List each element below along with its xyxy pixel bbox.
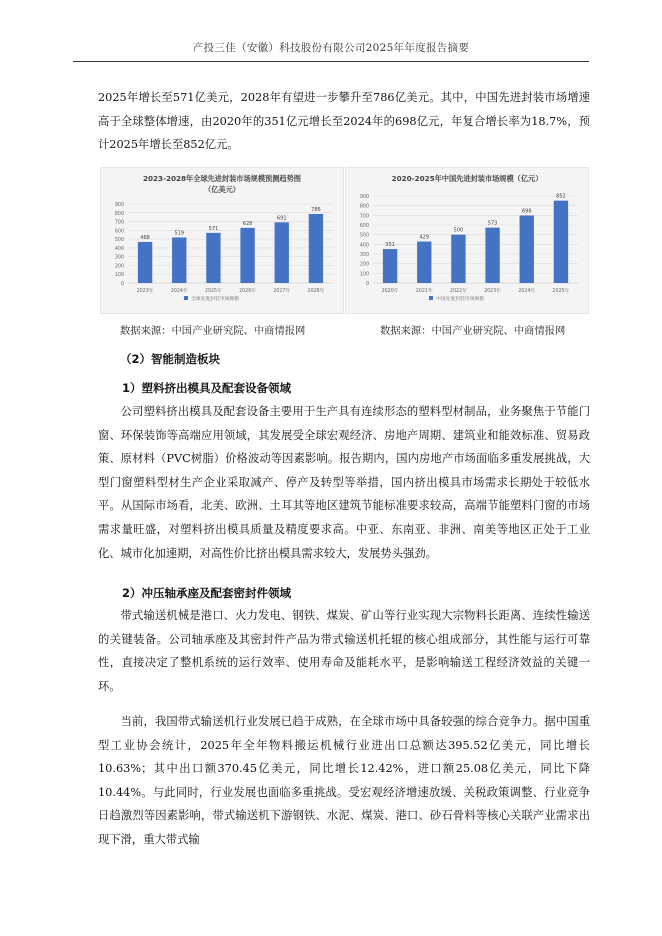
chart-source-left: 数据来源：中国产业研究院、中商情报网 xyxy=(120,325,306,337)
sub1-paragraph: 公司塑料挤出模具及配套设备主要用于生产具有连续形态的塑料型材制品，业务聚焦于节能门窗、环保装饰等高端应用领域，其发展受全球宏观经济、房地产周期、建筑业和能效标准、贸易政策、原材料（PVC树脂）价格波动等因素影响。报告期内，国内房地产市场面临多重发展挑战，大型门窗塑料型材生产企业采取减产、停产及转型等举措，国内挤出模具市场需求长期处于较低水平。从国际市场看，北美、欧洲、土耳其等地区建筑节能标准要求较高，高端节能塑料门窗的市场需求量旺盛，对塑料挤出模具质量及精度要求高。中亚、东南亚、非洲、南美等地区正处于工业化、城市化加速期，对高性价比挤出模具需求较大，发展势头强劲。 xyxy=(98,405,590,560)
data-label: 429 xyxy=(419,234,430,241)
y-tick-label: 400 xyxy=(359,243,369,249)
bar xyxy=(520,216,534,283)
y-tick-label: 500 xyxy=(114,238,124,244)
chart-subtitle: （亿美元） xyxy=(204,185,240,194)
legend-swatch xyxy=(429,296,433,300)
y-tick-label: 200 xyxy=(114,264,124,270)
y-tick-label: 600 xyxy=(114,229,124,235)
x-tick-label: 2025年 xyxy=(204,289,222,294)
chart-title: 2020-2025年中国先进封装市场规模（亿元） xyxy=(391,174,543,183)
bar xyxy=(383,249,397,283)
y-tick-label: 500 xyxy=(359,233,369,239)
y-tick-label: 0 xyxy=(120,282,124,287)
y-tick-label: 200 xyxy=(359,262,369,268)
bar xyxy=(485,228,499,283)
bar xyxy=(417,242,431,283)
sub1-heading: 1）塑料挤出模具及配套设备领域 xyxy=(122,381,291,395)
y-tick-label: 900 xyxy=(359,195,369,200)
bar xyxy=(240,228,254,283)
x-tick-label: 2026年 xyxy=(239,289,257,294)
header-divider xyxy=(73,61,589,62)
chart-source-right: 数据来源：中国产业研究院、中商情报网 xyxy=(380,325,566,337)
x-tick-label: 2024年 xyxy=(170,289,188,294)
bar xyxy=(451,235,465,283)
intro-paragraph: 2025年增长至571亿美元，2028年有望进一步攀升至786亿美元。其中，中国先进封装市场增速高于全球整体增速，由2020年的351亿元增长至2024年的698亿元，年复合增长率为18.7%，预计2025年增长至852亿元。 xyxy=(98,91,590,152)
x-tick-label: 2024年 xyxy=(518,289,536,294)
legend-label: 中国先进封装市场规模 xyxy=(436,297,484,302)
y-tick-label: 400 xyxy=(114,246,124,252)
page-header-title: 产投三佳（安徽）科技股份有限公司2025年年度报告摘要 xyxy=(192,42,470,54)
legend-label: 全球先进封装市场规模 xyxy=(191,297,239,302)
x-tick-label: 2023年 xyxy=(136,289,154,294)
y-tick-label: 300 xyxy=(359,253,369,258)
section-heading: （2）智能制造板块 xyxy=(120,352,221,366)
chart-title: 2023-2028年全球先进封装市场规模预测趋势图 xyxy=(143,174,301,183)
sub2-heading: 2）冲压轴承座及配套密封件领域 xyxy=(122,586,291,600)
x-tick-label: 2020年 xyxy=(381,289,399,294)
y-tick-label: 100 xyxy=(114,273,124,279)
data-label: 691 xyxy=(276,215,287,222)
y-tick-label: 700 xyxy=(359,214,369,220)
y-tick-label: 600 xyxy=(359,224,369,229)
data-label: 351 xyxy=(385,242,395,249)
data-label: 500 xyxy=(453,227,464,234)
global-market-chart xyxy=(100,167,344,314)
y-tick-label: 100 xyxy=(359,272,369,278)
data-label: 468 xyxy=(140,234,150,241)
y-tick-label: 0 xyxy=(365,282,369,287)
bar xyxy=(172,237,186,283)
y-tick-label: 700 xyxy=(114,220,124,226)
china-market-chart xyxy=(345,167,589,314)
data-label: 571 xyxy=(208,225,219,232)
x-tick-label: 2023年 xyxy=(484,289,502,294)
data-label: 698 xyxy=(521,208,532,215)
data-label: 852 xyxy=(556,193,566,200)
bar xyxy=(206,233,220,283)
bar xyxy=(309,214,323,283)
sub2-paragraph-2: 当前，我国带式输送机行业发展已趋于成熟，在全球市场中具备较强的综合竞争力。据中国重型工业协会统计，2025年全年物料搬运机械行业进出口总额达395.52亿美元，同比增长10.63%；其中出口额370.45亿美元，同比增长12.42%，进口额25.08亿美元，同比下降10.44%。与此同时，行业发展也面临多重挑战。受宏观经济增速放缓、关税政策调整、行业竞争日趋激烈等因素影响，带式输送机下游钢铁、水泥、煤炭、港口、砂石骨料等核心关联产业需求出现下滑，重大带式输 xyxy=(98,715,590,846)
bar xyxy=(554,201,568,283)
x-tick-label: 2022年 xyxy=(449,289,467,294)
data-label: 786 xyxy=(311,207,321,214)
data-label: 573 xyxy=(487,220,498,227)
x-tick-label: 2027年 xyxy=(273,289,291,294)
y-tick-label: 300 xyxy=(114,255,124,261)
x-tick-label: 2025年 xyxy=(552,289,570,294)
y-tick-label: 800 xyxy=(114,211,124,217)
y-tick-label: 900 xyxy=(114,203,124,208)
x-tick-label: 2028年 xyxy=(307,289,325,294)
y-tick-label: 800 xyxy=(359,204,369,210)
data-label: 519 xyxy=(174,230,185,237)
china-market-chart-svg xyxy=(346,168,588,313)
legend-swatch xyxy=(184,296,188,300)
data-label: 628 xyxy=(242,220,253,227)
bar xyxy=(138,242,152,283)
sub2-paragraph-1: 带式输送机械是港口、火力发电、钢铁、煤炭、矿山等行业实现大宗物料长距离、连续性输送的关键装备。公司轴承座及其密封件产品为带式输送机托辊的核心组成部分，其性能与运行可靠性，直接决定了整机系统的运行效率、使用寿命及能耗水平，是影响输送工程经济效益的关键一环。 xyxy=(98,609,590,693)
x-tick-label: 2021年 xyxy=(415,289,433,294)
global-market-chart-svg xyxy=(101,168,343,313)
bar xyxy=(275,222,289,283)
